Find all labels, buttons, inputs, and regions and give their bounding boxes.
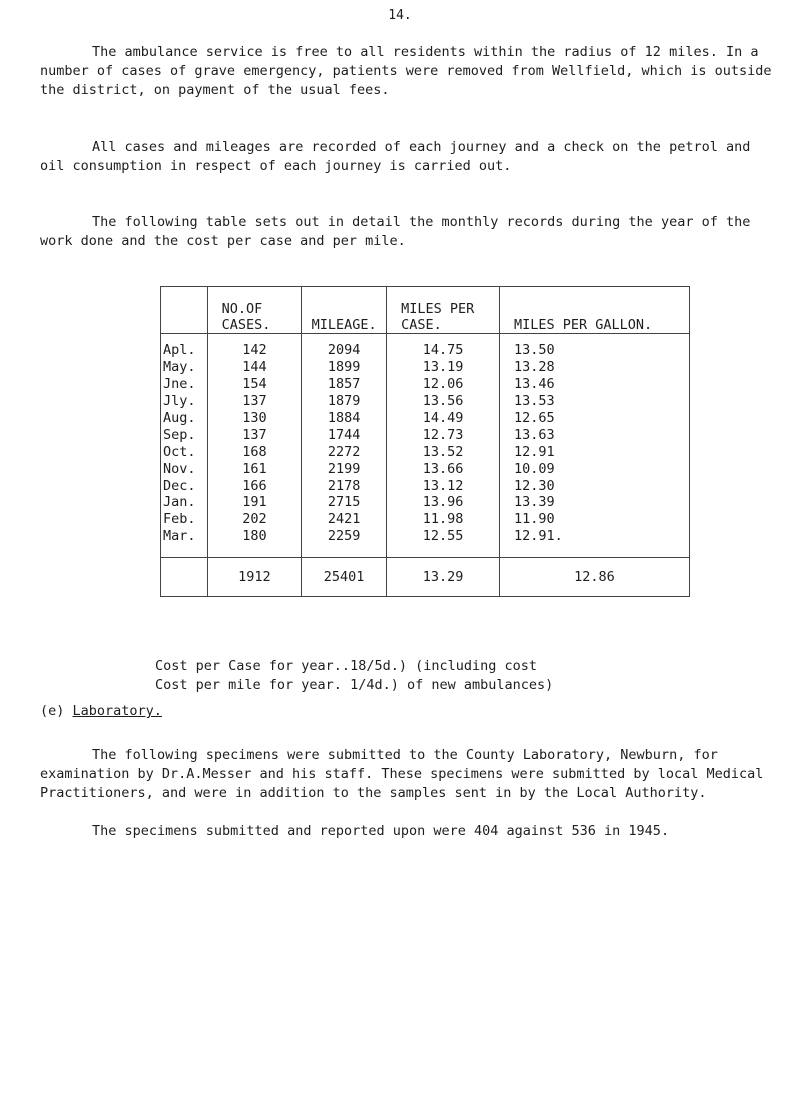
ambulance-monthly-table: [160, 286, 690, 597]
header-cell: [161, 287, 208, 302]
records-paragraph: All cases and mileages are recorded of each journey and a check on the petrol and oil consumption in respect of each journey is carried out.: [40, 139, 751, 174]
table-row: [161, 376, 690, 393]
miles-per-case-cell: 14.49: [387, 410, 500, 427]
totals-row: [161, 557, 690, 596]
month-cell: Mar.: [161, 528, 208, 557]
cost-per-mile-line: Cost per mile for year. 1/4d.) of new ambulances): [155, 677, 554, 693]
miles-per-case-cell: 14.75: [387, 334, 500, 359]
mileage-cell: 1857: [302, 376, 387, 393]
miles-per-gallon-cell: 13.28: [499, 359, 689, 376]
cases-cell: 154: [207, 376, 301, 393]
miles-per-gallon-cell: 12.65: [499, 410, 689, 427]
table-row: [161, 334, 690, 359]
miles-per-case-cell: 13.19: [387, 359, 500, 376]
mileage-cell: 1879: [302, 393, 387, 410]
total-miles-per-gallon: 12.86: [499, 557, 689, 596]
cases-cell: 161: [207, 460, 301, 477]
header-cell: [499, 287, 689, 302]
miles-per-case-cell: 13.66: [387, 460, 500, 477]
month-cell: Dec.: [161, 477, 208, 494]
table-row: [161, 443, 690, 460]
header-cell: [302, 287, 387, 302]
cases-cell: 144: [207, 359, 301, 376]
cases-cell: 168: [207, 443, 301, 460]
month-cell: Jan.: [161, 494, 208, 511]
miles-per-case-cell: 13.52: [387, 443, 500, 460]
table-row: [161, 393, 690, 410]
miles-per-gallon-cell: 12.91.: [499, 528, 689, 557]
mileage-cell: 2199: [302, 460, 387, 477]
header-miles-per-case: MILES PER CASE.: [387, 301, 500, 334]
table-row: [161, 410, 690, 427]
cases-cell: 191: [207, 494, 301, 511]
mileage-cell: 2178: [302, 477, 387, 494]
cases-cell: 142: [207, 334, 301, 359]
miles-per-case-cell: 12.06: [387, 376, 500, 393]
cases-cell: 202: [207, 511, 301, 528]
table-intro-paragraph: The following table sets out in detail the monthly records during the year of the work done and the cost per case and per mile.: [40, 214, 751, 249]
total-cases: 1912: [207, 557, 301, 596]
total-mileage: 25401: [302, 557, 387, 596]
month-cell: Jly.: [161, 393, 208, 410]
month-cell: Feb.: [161, 511, 208, 528]
section-title: Laboratory.: [72, 703, 162, 719]
table-row: [161, 477, 690, 494]
miles-per-gallon-cell: 13.53: [499, 393, 689, 410]
miles-per-gallon-cell: 12.91: [499, 443, 689, 460]
laboratory-paragraph: The following specimens were submitted to the County Laboratory, Newburn, for examination by Dr.A.Messer and his staff. These specimens were submitted by local Medical Practitioners, and were in addition to the samples sent in by the Local Authority.: [40, 747, 764, 801]
miles-per-case-cell: 12.73: [387, 426, 500, 443]
header-cases: NO.OF CASES.: [207, 301, 301, 334]
month-cell: Apl.: [161, 334, 208, 359]
mileage-cell: 1899: [302, 359, 387, 376]
table-row: [161, 426, 690, 443]
header-mileage: MILEAGE.: [302, 301, 387, 334]
cases-cell: 137: [207, 426, 301, 443]
header-cell: [387, 287, 500, 302]
mileage-cell: 1744: [302, 426, 387, 443]
mileage-cell: 2715: [302, 494, 387, 511]
month-cell: Sep.: [161, 426, 208, 443]
table-row: [161, 528, 690, 557]
miles-per-case-cell: 13.56: [387, 393, 500, 410]
miles-per-gallon-cell: 10.09: [499, 460, 689, 477]
cases-cell: 130: [207, 410, 301, 427]
cost-per-case-line: Cost per Case for year..18/5d.) (including cost: [155, 658, 538, 674]
mileage-cell: 2272: [302, 443, 387, 460]
specimens-paragraph: The specimens submitted and reported upon were 404 against 536 in 1945.: [92, 823, 670, 839]
table-row: [161, 511, 690, 528]
section-heading: [40, 703, 162, 719]
header-miles-per-gallon: MILES PER GALLON.: [499, 301, 689, 334]
header-month: [161, 301, 208, 334]
month-cell: Aug.: [161, 410, 208, 427]
page-number: 14.: [388, 8, 412, 23]
ambulance-paragraph: The ambulance service is free to all residents within the radius of 12 miles. In a number of cases of grave emergency, patients were removed from Wellfield, which is outside the district, on payment of the usual fees.: [40, 44, 772, 98]
month-cell: Nov.: [161, 460, 208, 477]
miles-per-gallon-cell: 13.39: [499, 494, 689, 511]
cases-cell: 180: [207, 528, 301, 557]
mileage-cell: 2094: [302, 334, 387, 359]
cases-cell: 166: [207, 477, 301, 494]
miles-per-gallon-cell: 11.90: [499, 511, 689, 528]
miles-per-gallon-cell: 13.46: [499, 376, 689, 393]
mileage-cell: 2421: [302, 511, 387, 528]
month-cell: Jne.: [161, 376, 208, 393]
miles-per-case-cell: 13.12: [387, 477, 500, 494]
cost-summary: [155, 657, 553, 695]
table-row: [161, 359, 690, 376]
total-miles-per-case: 13.29: [387, 557, 500, 596]
miles-per-case-cell: 12.55: [387, 528, 500, 557]
header-cell: [207, 287, 301, 302]
miles-per-gallon-cell: 12.30: [499, 477, 689, 494]
miles-per-case-cell: 13.96: [387, 494, 500, 511]
miles-per-gallon-cell: 13.50: [499, 334, 689, 359]
month-cell: Oct.: [161, 443, 208, 460]
section-label: (e): [40, 703, 65, 719]
mileage-cell: 2259: [302, 528, 387, 557]
table-row: [161, 460, 690, 477]
total-cell: [161, 557, 208, 596]
mileage-cell: 1884: [302, 410, 387, 427]
cases-cell: 137: [207, 393, 301, 410]
miles-per-case-cell: 11.98: [387, 511, 500, 528]
month-cell: May.: [161, 359, 208, 376]
table-row: [161, 494, 690, 511]
miles-per-gallon-cell: 13.63: [499, 426, 689, 443]
